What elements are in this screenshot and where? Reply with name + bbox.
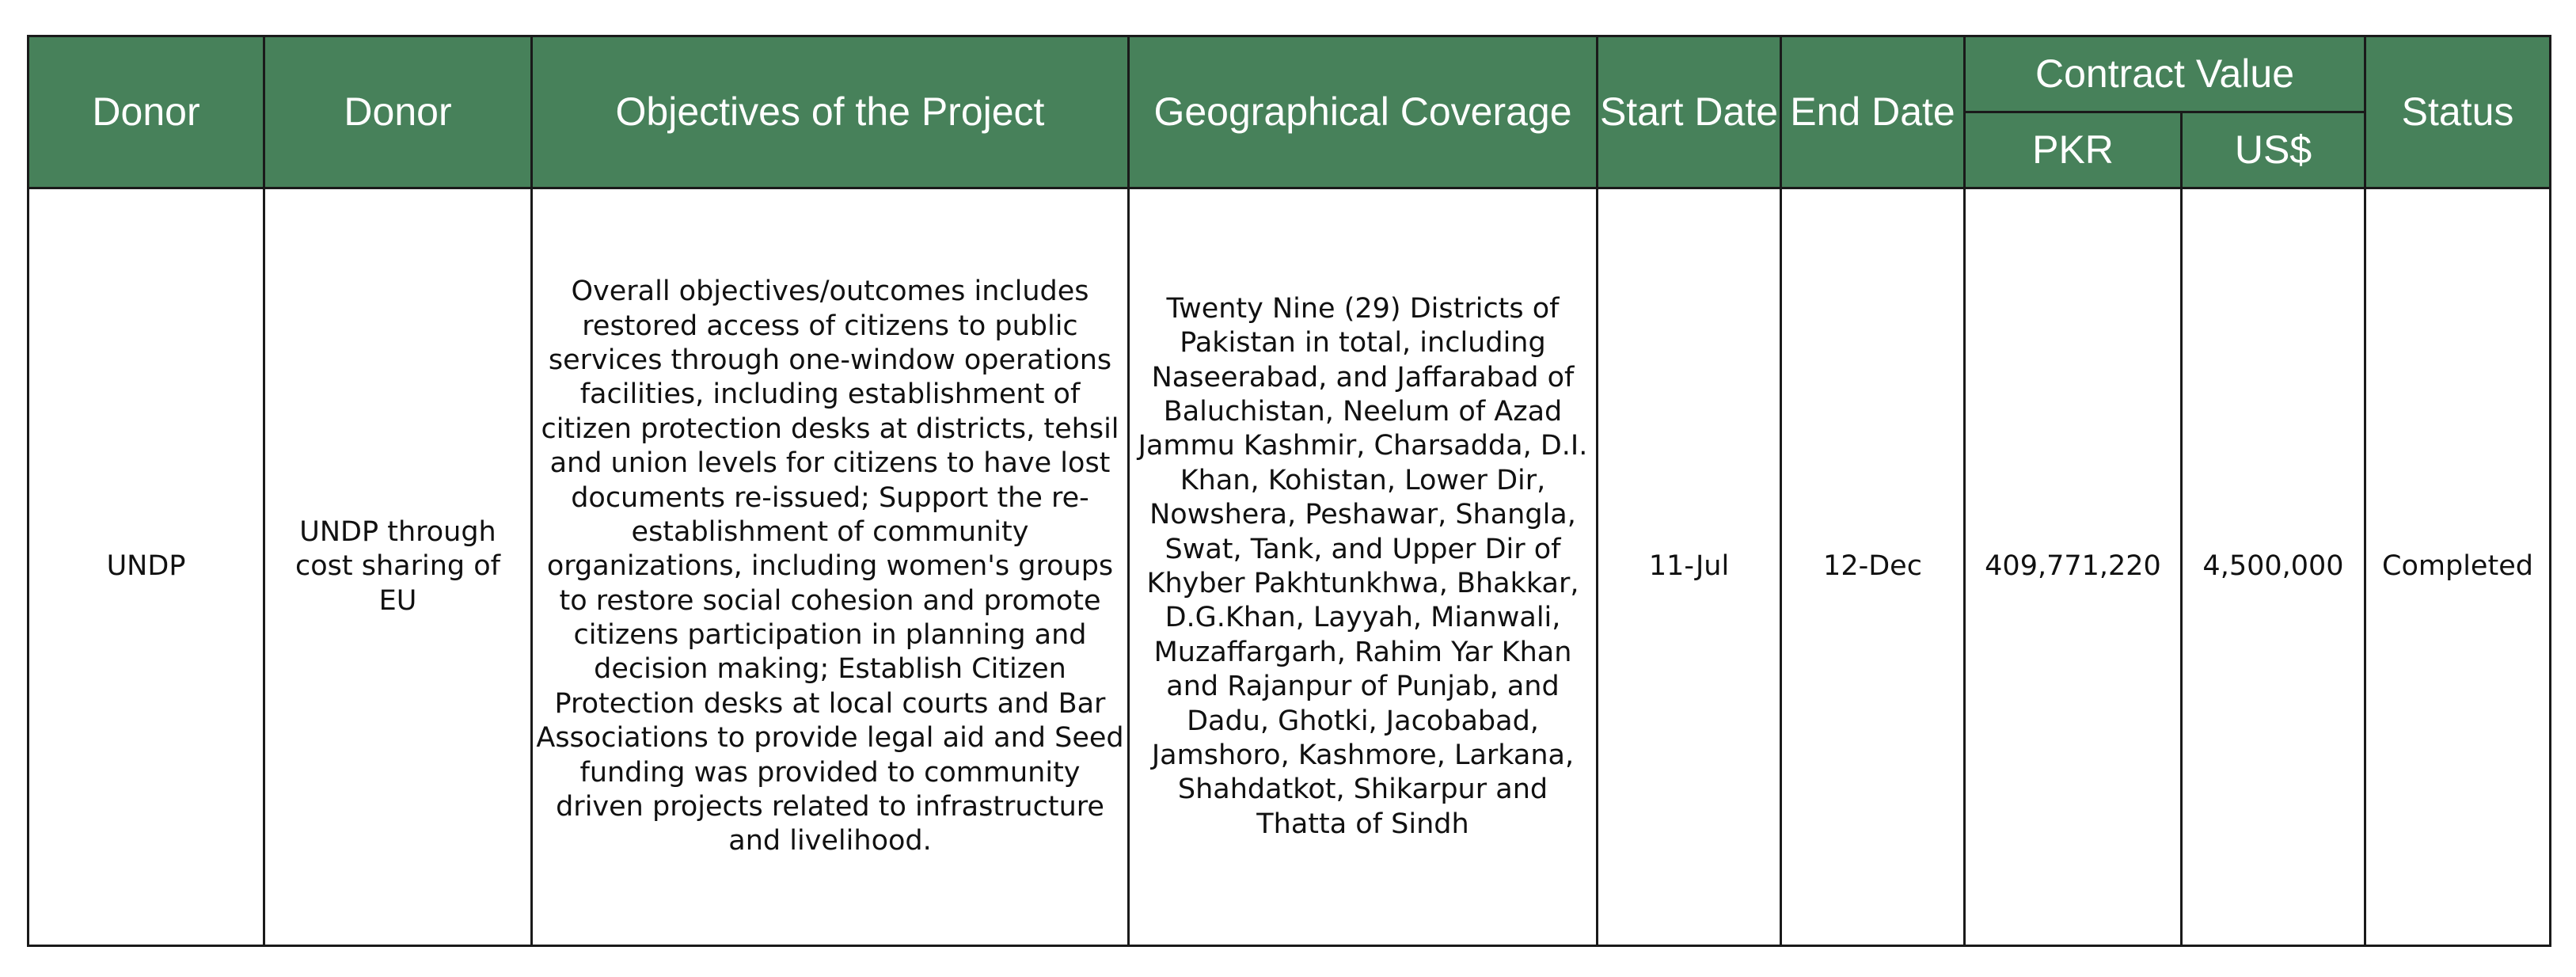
table-row (28, 188, 2551, 946)
header-pkr: PKR (1965, 112, 2182, 188)
cell-objectives: Overall objectives/outcomes includes restored access of citizens to public services through one-window operations facilities, including establishment of citizen protection desks at districts, tehsil and union levels for citizens to have lost documents re-issued; Support the re-establishment of community organizations, including women's groups to restore social cohesion and promote citizens participation in planning and decision making; Establish Citizen Protection desks at local courts and Bar Associations to provide legal aid and Seed funding was provided to community driven projects related to infrastructure and livelihood. (532, 188, 1129, 946)
project-table (27, 35, 2551, 947)
header-usd: US$ (2182, 112, 2365, 188)
header-end-date: End Date (1781, 36, 1965, 188)
cell-pkr: 409,771,220 (1965, 188, 2182, 946)
cell-status: Completed (2365, 188, 2551, 946)
cell-start-date: 11-Jul (1598, 188, 1781, 946)
header-donor: Donor (28, 36, 264, 188)
header-objectives: Objectives of the Project (532, 36, 1129, 188)
cell-coverage: Twenty Nine (29) Districts of Pakistan in total, including Naseerabad, and Jaffarabad of Baluchistan, Neelum of Azad Jammu Kashmir, Charsadda, D.I. Khan, Kohistan, Lower Dir, Nowshera, Peshawar, Shangla, Swat, Tank, and Upper Dir of Khyber Pakhtunkhwa, Bhakkar, D.G.Khan, Layyah, Mianwali, Muzaffargarh, Rahim Yar Khan and Rajanpur of Punjab, and Dadu, Ghotki, Jacobabad, Jamshoro, Kashmore, Larkana, Shahdatkot, Shikarpur and Thatta of Sindh (1129, 188, 1598, 946)
cell-donor-detail: UNDP through cost sharing of EU (264, 188, 532, 946)
header-row (28, 36, 2551, 112)
header-coverage: Geographical Coverage (1129, 36, 1598, 188)
cell-end-date: 12-Dec (1781, 188, 1965, 946)
header-status: Status (2365, 36, 2551, 188)
cell-donor: UNDP (28, 188, 264, 946)
cell-usd: 4,500,000 (2182, 188, 2365, 946)
header-contract-value: Contract Value (1965, 36, 2365, 112)
header-start-date: Start Date (1598, 36, 1781, 188)
header-donor-detail: Donor (264, 36, 532, 188)
